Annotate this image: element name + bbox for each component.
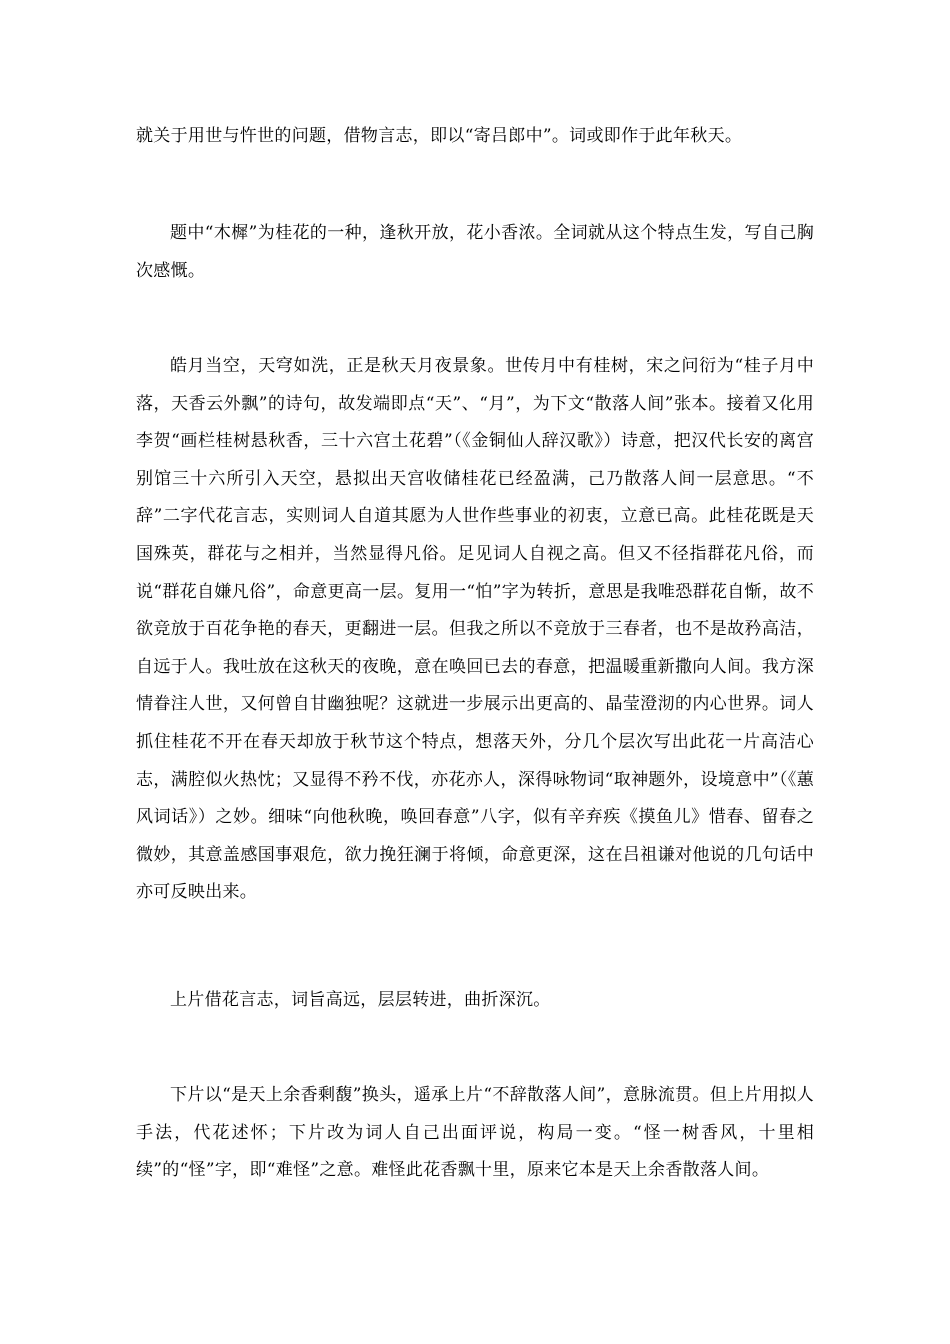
paragraph-3: 皓月当空，天穹如洗，正是秋天月夜景象。世传月中有桂树，宋之问衍为“桂子月中落，天香云外飘”的诗句，故发端即点“天”、“月”，为下文“散落人间”张本。接着又化用李贺“画栏桂树悬秋香，三十六宫土花碧”（《金铜仙人辞汉歌》）诗意，把汉代长安的离宫别馆三十六所引入天空，悬拟出天宫收储桂花已经盈满，己乃散落人间一层意思。“不辞”二字代花言志，实则词人自道其愿为人世作些事业的初衷，立意已高。此桂花既是天国殊英，群花与之相并，当然显得凡俗。足见词人自视之高。但又不径指群花凡俗，而说“群花自嫌凡俗”，命意更高一层。复用一“怕”字为转折，意思是我唯恐群花自惭，故不欲竞放于百花争艳的春天，更翻进一层。但我之所以不竞放于三春者，也不是故矜高洁，自远于人。我吐放在这秋天的夜晚，意在唤回已去的春意，把温暖重新撒向人间。我方深情眷注人世，又何曾自甘幽独呢？这就进一步展示出更高的、晶莹澄沏的内心世界。词人抓住桂花不开在春天却放于秋节这个特点，想落天外，分几个层次写出此花一片高洁心志，满腔似火热忱；又显得不矜不伐，亦花亦人，深得咏物词“取神题外，设境意中”（《蕙风词话》）之妙。细味“向他秋晚，唤回春意”八字，似有辛弃疾《摸鱼儿》惜春、留春之微妙，其意盖感国事艰危，欲力挽狂澜于将倾，命意更深，这在吕祖谦对他说的几句话中亦可反映出来。 <box>136 356 814 903</box>
paragraph-1: 就关于用世与忤世的问题，借物言志，即以“寄吕郎中”。词或即作于此年秋天。 <box>136 126 743 146</box>
paragraph-4: 上片借花言志，词旨高远，层层转进，曲折深沉。 <box>170 990 551 1010</box>
paragraph-2: 题中“木樨”为桂花的一种，逢秋开放，花小香浓。全词就从这个特点生发，写自己胸次感慨。 <box>136 223 814 281</box>
paragraph-5: 下片以“是天上余香剩馥”换头，遥承上片“不辞散落人间”，意脉流贯。但上片用拟人手法，代花述怀；下片改为词人自己出面评说，构局一变。“怪一树香风，十里相续”的“怪”字，即“难怪”之意。难怪此花香飘十里，原来它本是天上余香散落人间。 <box>136 1085 814 1181</box>
